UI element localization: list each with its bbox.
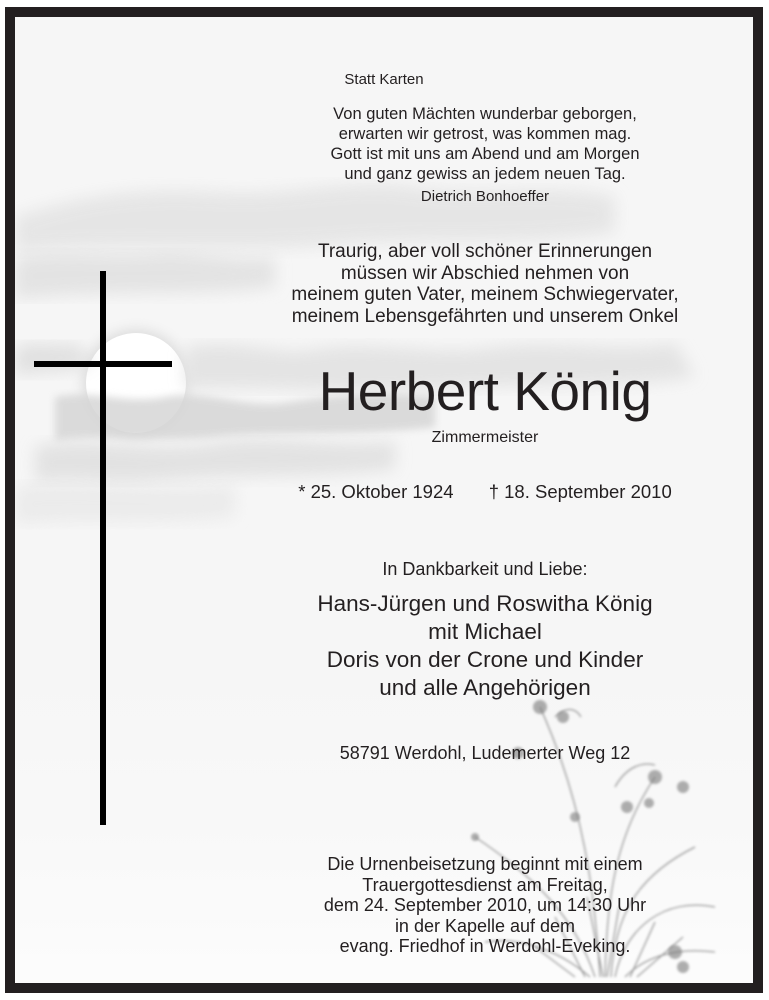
- poem-line: Von guten Mächten wunderbar geborgen,: [333, 105, 637, 123]
- cross-icon-vertical-beam: [100, 271, 106, 825]
- death-date: † 18. September 2010: [488, 481, 672, 502]
- intro-line: müssen wir Abschied nehmen von: [340, 262, 630, 284]
- statt-karten-label: Statt Karten: [344, 71, 424, 88]
- intro-line: Traurig, aber voll schöner Erinnerungen: [317, 241, 653, 262]
- mourner-line: Hans-Jürgen und Roswitha König: [317, 591, 653, 616]
- intro-line: meinem guten Vater, meinem Schwiegervater,: [291, 284, 679, 305]
- poem-line: erwarten wir getrost, was kommen mag.: [338, 125, 632, 143]
- deceased-occupation: Zimmermeister: [431, 429, 539, 446]
- bonhoeffer-poem: [190, 104, 763, 184]
- poem-line: Gott ist mit uns am Abend und am Morgen: [330, 145, 640, 163]
- obituary-frame: [5, 7, 763, 993]
- mourners-list: [190, 590, 763, 702]
- farewell-intro: [190, 241, 763, 327]
- cross-icon-horizontal-beam: [34, 361, 172, 367]
- service-line: in der Kapelle auf dem: [394, 915, 576, 936]
- mourner-line: Doris von der Crone und Kinder: [326, 647, 644, 672]
- birth-date: * 25. Oktober 1924: [298, 481, 454, 502]
- service-line: dem 24. September 2010, um 14:30 Uhr: [323, 895, 647, 915]
- intro-line: meinem Lebensgefährten und unserem Onkel: [291, 305, 679, 327]
- life-dates: [190, 481, 763, 503]
- funeral-service-info: [190, 854, 763, 957]
- mourners-heading: In Dankbarkeit und Liebe:: [382, 559, 588, 579]
- poem-author: Dietrich Bonhoeffer: [420, 188, 550, 205]
- mourner-line: mit Michael: [428, 619, 542, 644]
- poem-line: und ganz gewiss an jedem neuen Tag.: [344, 165, 626, 183]
- service-line: Die Urnenbeisetzung beginnt mit einem: [327, 854, 643, 874]
- service-line: evang. Friedhof in Werdohl-Eveking.: [339, 936, 631, 956]
- service-line: Trauergottesdienst am Freitag,: [362, 874, 608, 895]
- family-address: 58791 Werdohl, Ludemerter Weg 12: [339, 743, 631, 763]
- deceased-name: Herbert König: [318, 360, 652, 422]
- mourner-line: und alle Angehörigen: [379, 675, 591, 700]
